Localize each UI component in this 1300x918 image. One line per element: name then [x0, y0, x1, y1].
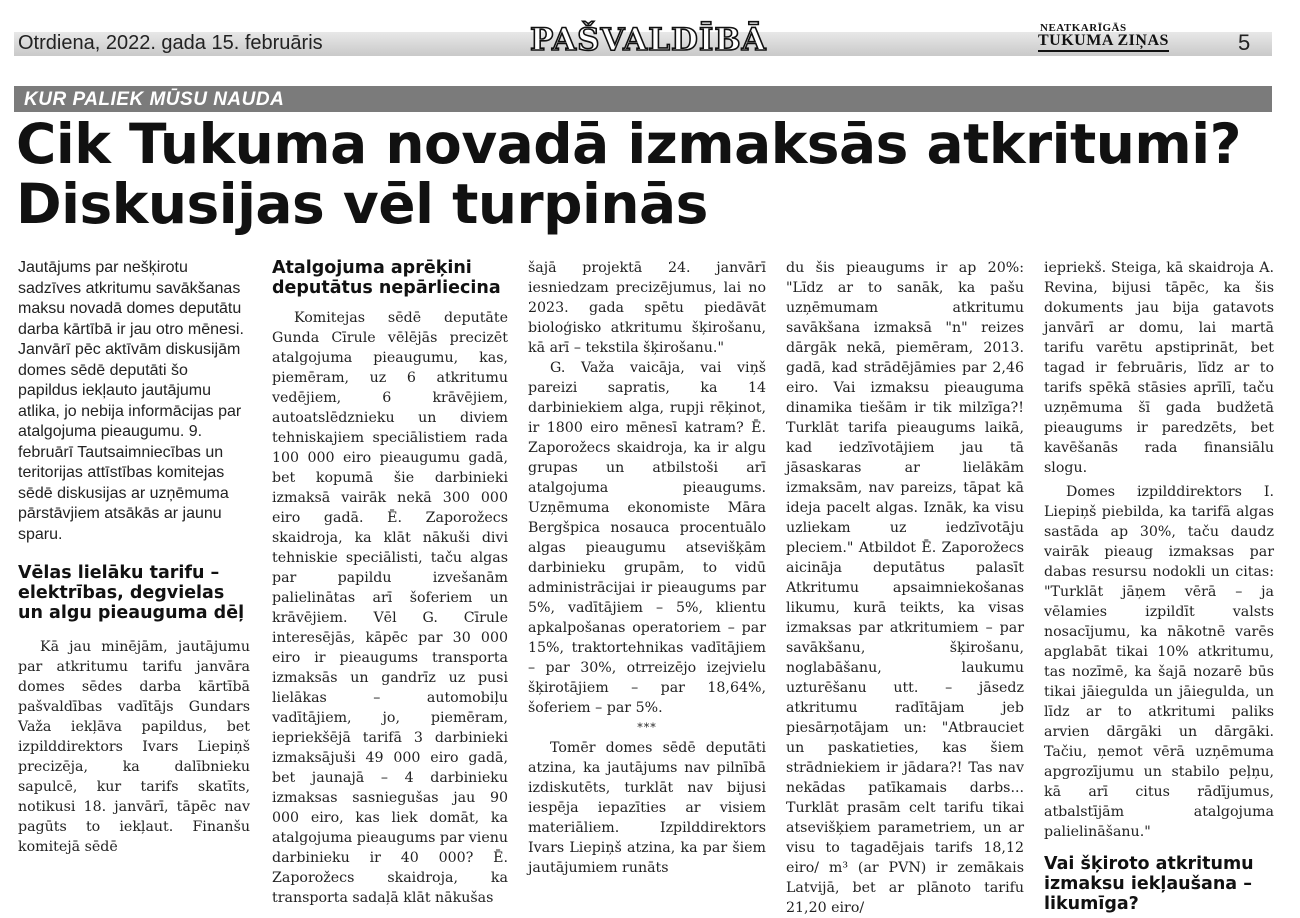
section-masthead: PAŠVALDĪBĀ	[530, 22, 767, 58]
body-paragraph: Tomēr domes sēdē deputāti atzina, ka jautājums nav pilnībā izdiskutēts, turklāt nav bijusi iespēja iepazīties ar visiem materiāliem. Izpilddirektors Ivars Liepiņš atzina, ka par šiem jautājumiem runāts	[528, 740, 766, 876]
issue-date: Otrdiena, 2022. gada 15. februāris	[18, 32, 323, 54]
article-column-4	[786, 258, 1024, 916]
headline-line-2: Diskusijas vēl turpinās	[16, 172, 708, 236]
subheading-tariff: Vēlas lielāku tarifu – elektrības, degvielas un algu pieauguma dēļ	[18, 563, 245, 623]
body-paragraph: šajā projektā 24. janvārī iesniedzam precizējumus, lai no 2023. gada spētu piedāvāt bioloģisko atkritumu šķirošanu, kā arī – tekstila šķirošanu."	[528, 260, 766, 356]
article-column-2	[272, 258, 508, 906]
body-paragraph: Domes izpilddirektors I. Liepiņš piebilda, ka tarifā algas sastāda ap 30%, taču daudz vairāk pieaug izmaksas par dabas resursu nodokli un citas: "Turklāt jāņem vērā – ja vēlamies izpildīt valsts nosacījumu, ka nākotnē varēs apglabāt tikai 10% atkritumu, tas nozīmē, ka šajā nozarē būs tikai jāiegulda un jāiegulda, un līdz ar to atkritumi paliks arvien dārgāki un dārgāki. Tačiu, ņemot vērā uzņēmuma apgrozījumu un stabilo peļņu, kā arī citus rādījumus, atbalstījām atalgojuma palielināšanu."	[1044, 484, 1274, 840]
body-paragraph: du šis pieaugums ir ap 20%: "Līdz ar to sanāk, ka pašu uzņēmumam atkritumu savākšana izmaksā "n" reizes dārgāk nekā, piemēram, 2013. gadā, kad strādējāmies par 2,46 eiro. Vai izmaksu pieauguma dinamika tiešām ir tik milzīga?! Turklāt tarifa pieaugums laikā, kad iedzīvotājiem jau tā jāsaskaras ar lielākām izmaksām, nav pareizs, tāpat kā ideja pacelt algas. Iznāk, ka visu uzliekam uz iedzīvotāju pleciem." Atbildot Ē. Zaporožecs aicināja deputātus palasīt Atkritumu apsaimniekošanas likumu, kurā teikts, ka visas izmaksas par atkritumiem – par savākšanu, šķirošanu, noglabāšanu, laukumu uzturēšanu utt. – jāsedz atkritumu radītājam jeb piesārņotājam un: "Atbrauciet un paskatieties, kas šiem strādniekiem ir jādara?! Tas nav nekādas patīkamais darbs... Turklāt prasām celt tarifu tikai atsevišķiem parametriem, un ar visu to tagadējais tarifs 18,12 eiro/ m³ (ar PVN) ir zemākais Latvijā, bet ar plānoto tarifu 21,20 eiro/	[786, 260, 1024, 916]
section-separator: ***	[637, 721, 657, 734]
subheading-salary: Atalgojuma aprēķini deputātus nepārliecina	[272, 258, 501, 298]
subheading-legality: Vai šķiroto atkritumu izmaksu iekļaušana – likumīga?	[1044, 854, 1254, 914]
article-column-3	[528, 258, 766, 876]
page-number: 5	[1238, 30, 1251, 55]
article-column-1	[18, 258, 250, 855]
body-paragraph: Komitejas sēdē deputāte Gunda Cīrule vēlējās precizēt atalgojuma pieaugumu, kas, piemēram, uz 6 atkritumu vedējiem, 6 krāvējiem, autoatslēdznieku un diviem tehniskajiem speciālistiem rada 100 000 eiro pieaugumu gadā, bet kopumā šie darbinieki izmaksā vairāk nekā 300 000 eiro gadā. Ē. Zaporožecs skaidroja, ka klāt nākuši divi tehniskie speciālisti, taču algas par papildu izvešanām palielinātas arī šoferiem un krāvējiem. Vēl G. Cīrule interesējās, kāpēc par 30 000 eiro ir pieaugums transporta izmaksās un gandrīz uz pusi lielākas – automobiļu vadītājiem, jo, piemēram, iepriekšējā tarifā 3 darbinieki izmaksājuši 49 000 eiro gadā, bet jaunajā – 4 darbinieku izmaksas sasniegušas jau 90 000 eiro, kas liek domāt, ka atalgojuma pieaugums par vienu darbinieku ir 40 000? Ē. Zaporožecs skaidroja, ka transporta sadaļā klāt nākušas	[272, 310, 508, 906]
newspaper-logo	[1038, 22, 1174, 52]
body-paragraph: G. Važa vaicāja, vai viņš pareizi sapratis, ka 14 darbiniekiem alga, rupji rēķinot, ir 1800 eiro mēnesī katram? Ē. Zaporožecs skaidroja, ka ir algu grupas un atbilstoši arī atalgojuma pieaugums. Uzņēmuma ekonomiste Māra Bergšpica nosauca procentuālo algas pieaugumu atsevišķām darbinieku grupām, to vidū administrācijai ir pieaugums par 5%, vadītājiem – 5%, klientu apkalpošanas operatoriem – par 15%, traktortehnikas vadītājiem – par 30%, otrreizējo izejvielu šķirotājiem – par 18,64%, šoferiem – par 5%.	[528, 360, 766, 716]
body-paragraph: Kā jau minējām, jautājumu par atkritumu tarifu janvāra domes sēdes darba kārtībā pašvaldības vadītājs Gundars Važa iekļāva papildus, bet izpilddirektors Ivars Liepiņš precizēja, ka dalībnieku sapulcē, kur tarifs skatīts, notikusi 18. janvārī, tāpēc nav pagūts to iekļaut. Finanšu komitejā sēdē	[18, 639, 250, 855]
logo-line-1: NEATKARĪGĀS	[1040, 22, 1127, 34]
article-lead: Jautājums par nešķirotu sadzīves atkritumu savākšanas maksu novadā domes deputātu darba kārtībā ir jau otro mēnesi. Janvārī pēc aktīvām diskusijām domes sēdē deputāti šo papildus iekļauto jautājumu atlika, jo nebija informācijas par atalgojuma pieaugumu. 9. februārī Tautsaimniecības un teritorijas attīstības komitejas sēdē diskusijas ar uzņēmuma pārstāvjiem atsākās ar jaunu sparu.	[18, 259, 244, 543]
article-column-5	[1044, 258, 1274, 914]
body-paragraph: iepriekš. Steiga, kā skaidroja A. Revina, bijusi tāpēc, ka šis dokuments jau bija gatavots janvārī ar domu, lai martā tarifu varētu apstiprināt, bet tagad ir februāris, līdz ar to tarifs spēkā stāsies aprīlī, taču uzņēmuma šī gada budžetā pieaugums ir paredzēts, bet kavēšanās rada finansiālu slogu.	[1044, 260, 1274, 476]
logo-line-2: TUKUMA ZIŅAS	[1038, 32, 1169, 52]
article-kicker: KUR PALIEK MŪSU NAUDA	[24, 89, 285, 110]
article-headline	[16, 114, 1286, 234]
headline-line-1: Cik Tukuma novadā izmaksās atkritumi?	[16, 112, 1241, 176]
